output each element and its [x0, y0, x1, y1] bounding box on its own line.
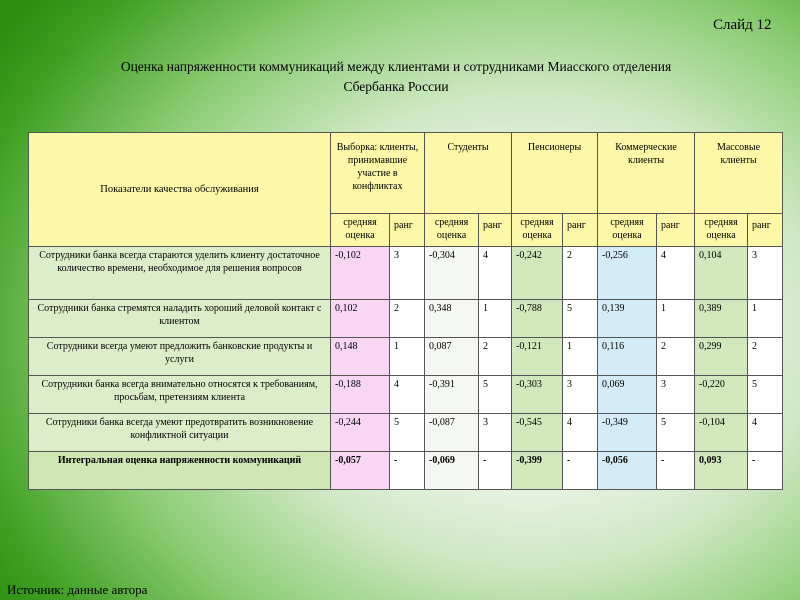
mean-cell: -0,788	[512, 300, 563, 338]
rank-cell: 4	[390, 376, 425, 414]
subheader-rank: ранг	[657, 214, 695, 247]
rank-cell: -	[479, 452, 512, 490]
mean-cell: -0,242	[512, 247, 563, 300]
rank-cell: 1	[479, 300, 512, 338]
rank-cell: 1	[563, 338, 598, 376]
row-label: Сотрудники банка всегда стараются уделить клиенту достаточное количество времени, необходимое для решения вопросов	[29, 247, 331, 300]
mean-cell: 0,093	[695, 452, 748, 490]
rank-cell: 2	[479, 338, 512, 376]
source-note: Источник: данные автора	[7, 582, 148, 597]
subheader-mean: средняя оценка	[695, 214, 748, 247]
rank-cell: 2	[563, 247, 598, 300]
subheader-rank: ранг	[390, 214, 425, 247]
mean-cell: 0,116	[598, 338, 657, 376]
group-header-pensioners: Пенсионеры	[512, 133, 598, 214]
rank-cell: 4	[657, 247, 695, 300]
subheader-mean: средняя оценка	[331, 214, 390, 247]
row-label: Сотрудники банка стремятся наладить хороший деловой контакт с клиентом	[29, 300, 331, 338]
subheader-rank: ранг	[479, 214, 512, 247]
rank-cell: -	[657, 452, 695, 490]
header-row	[29, 133, 783, 214]
rank-cell: 3	[657, 376, 695, 414]
mean-cell: -0,304	[425, 247, 479, 300]
rank-cell: 5	[657, 414, 695, 452]
row-label: Сотрудники банка всегда внимательно относятся к требованиям, просьбам, претензиям клиента	[29, 376, 331, 414]
mean-cell: -0,188	[331, 376, 390, 414]
mean-cell: 0,348	[425, 300, 479, 338]
mean-cell: 0,102	[331, 300, 390, 338]
mean-cell: 0,087	[425, 338, 479, 376]
mean-cell: 0,139	[598, 300, 657, 338]
mean-cell: -0,087	[425, 414, 479, 452]
tension-table	[28, 132, 783, 490]
slide-number: Слайд 12	[713, 17, 772, 33]
rank-cell: -	[563, 452, 598, 490]
slide-title	[40, 57, 752, 97]
mean-cell: 0,299	[695, 338, 748, 376]
corner-header: Показатели качества обслуживания	[29, 133, 331, 247]
group-header-students: Студенты	[425, 133, 512, 214]
mean-cell: -0,057	[331, 452, 390, 490]
rank-cell: 2	[390, 300, 425, 338]
rank-cell: 1	[390, 338, 425, 376]
mean-cell: -0,545	[512, 414, 563, 452]
rank-cell: 4	[748, 414, 783, 452]
mean-cell: -0,256	[598, 247, 657, 300]
mean-cell: -0,391	[425, 376, 479, 414]
rank-cell: 3	[390, 247, 425, 300]
title-line-1: Оценка напряженности коммуникаций между клиентами и сотрудниками Миасского отделения	[120, 59, 672, 74]
mean-cell: -0,349	[598, 414, 657, 452]
group-header-mass: Массовые клиенты	[695, 133, 783, 214]
mean-cell: -0,069	[425, 452, 479, 490]
mean-cell: -0,102	[331, 247, 390, 300]
rank-cell: 3	[479, 414, 512, 452]
mean-cell: 0,069	[598, 376, 657, 414]
group-header-sample: Выборка: клиенты, принимавшие участие в конфликтах	[331, 133, 425, 214]
rank-cell: -	[748, 452, 783, 490]
rank-cell: 3	[563, 376, 598, 414]
mean-cell: -0,303	[512, 376, 563, 414]
mean-cell: -0,056	[598, 452, 657, 490]
rank-cell: 5	[563, 300, 598, 338]
mean-cell: -0,104	[695, 414, 748, 452]
rank-cell: 5	[479, 376, 512, 414]
rank-cell: 4	[479, 247, 512, 300]
table-row	[29, 376, 783, 414]
mean-cell: 0,389	[695, 300, 748, 338]
rank-cell: 2	[657, 338, 695, 376]
subheader-mean: средняя оценка	[425, 214, 479, 247]
row-label: Сотрудники банка всегда умеют предотвратить возникновение конфликтной ситуации	[29, 414, 331, 452]
title-line-2: Сбербанка России	[343, 79, 449, 94]
mean-cell: -0,220	[695, 376, 748, 414]
rank-cell: 1	[657, 300, 695, 338]
subheader-mean: средняя оценка	[598, 214, 657, 247]
mean-cell: -0,399	[512, 452, 563, 490]
table-row	[29, 414, 783, 452]
total-label: Интегральная оценка напряженности коммуникаций	[29, 452, 331, 490]
total-row	[29, 452, 783, 490]
rank-cell: 5	[748, 376, 783, 414]
mean-cell: -0,121	[512, 338, 563, 376]
subheader-rank: ранг	[563, 214, 598, 247]
mean-cell: 0,104	[695, 247, 748, 300]
rank-cell: 3	[748, 247, 783, 300]
table-row	[29, 247, 783, 300]
mean-cell: -0,244	[331, 414, 390, 452]
mean-cell: 0,148	[331, 338, 390, 376]
subheader-mean: средняя оценка	[512, 214, 563, 247]
row-label: Сотрудники всегда умеют предложить банковские продукты и услуги	[29, 338, 331, 376]
rank-cell: 2	[748, 338, 783, 376]
table-row	[29, 300, 783, 338]
rank-cell: 5	[390, 414, 425, 452]
subheader-rank: ранг	[748, 214, 783, 247]
group-header-commercial: Коммерческие клиенты	[598, 133, 695, 214]
table-row	[29, 338, 783, 376]
rank-cell: 1	[748, 300, 783, 338]
rank-cell: -	[390, 452, 425, 490]
rank-cell: 4	[563, 414, 598, 452]
